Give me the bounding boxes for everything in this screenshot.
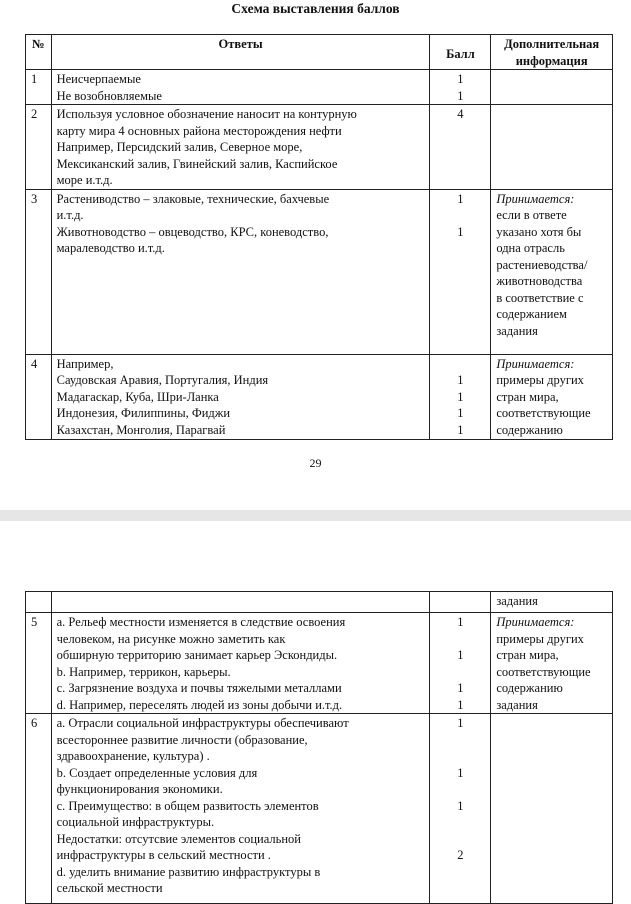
answer-line: Мексиканский залив, Гвинейский залив, Каспийское	[56, 156, 338, 171]
answer-line: и.т.д.	[56, 208, 84, 222]
header-info-line-1: Дополнительная	[504, 37, 600, 51]
cell-number: 3	[26, 189, 52, 354]
answer-line: Не возобновляемые	[56, 88, 162, 103]
score-value: 1	[457, 648, 464, 662]
cell-score	[430, 354, 491, 439]
info-line: содержанием	[496, 307, 567, 321]
info-line: если в ответе	[496, 208, 567, 222]
answer-line: Животноводство – овцеводство, КРС, коневодство,	[56, 224, 329, 239]
page-number: 29	[309, 456, 322, 470]
header-number: №	[26, 35, 52, 70]
table-row	[26, 613, 613, 714]
score-value	[435, 781, 485, 798]
score-value: 1	[457, 422, 464, 437]
answer-line: Например, Персидский залив, Северное море,	[56, 140, 303, 154]
answer-line: Например,	[56, 356, 114, 371]
cell-answer	[51, 592, 430, 613]
answer-line: обширную территорию занимает карьер Эскондиды.	[56, 648, 338, 662]
answer-line: Мадагаскар, Куба, Шри-Ланка	[56, 389, 219, 404]
score-value	[435, 814, 485, 831]
answer-line: море и.т.д.	[56, 173, 113, 187]
score-value: 1	[457, 72, 464, 86]
answer-line: всестороннее развитие личности (образование,	[56, 732, 308, 747]
info-line: Принимается:	[496, 615, 575, 629]
cell-number: 4	[26, 354, 52, 439]
table-row	[26, 105, 613, 190]
header-info-line-2: информация	[515, 53, 588, 68]
info-line: содержанию	[496, 422, 563, 437]
cell-answer	[51, 714, 430, 904]
score-value: 2	[457, 848, 464, 862]
answer-line: Растениводство – злаковые, технические, бахчевые	[56, 191, 330, 206]
info-line: стран мира,	[496, 648, 559, 662]
page-separator	[0, 510, 631, 521]
info-line: задания	[496, 697, 538, 712]
cell-answer	[51, 613, 430, 714]
score-value	[435, 831, 485, 848]
cell-number: 1	[26, 70, 52, 105]
answer-line: c. Преимущество: в общем развитость элементов	[56, 798, 319, 813]
score-value	[435, 356, 485, 373]
cell-score	[430, 714, 491, 904]
header-score: Балл	[430, 35, 491, 70]
answer-line: b. Например, террикон, карьеры.	[56, 664, 231, 679]
answer-line: социальной инфраструктуры.	[56, 815, 215, 829]
info-line: стран мира,	[496, 389, 559, 404]
cell-answer	[51, 105, 430, 190]
answer-line: Казахстан, Монголия, Парагвай	[56, 422, 226, 437]
info-line: Принимается:	[496, 356, 575, 371]
score-value: 1	[457, 224, 464, 239]
answer-line: Саудовская Аравия, Португалия, Индия	[56, 373, 269, 387]
score-value	[435, 207, 485, 224]
cell-number	[26, 592, 52, 613]
answer-line: d. Например, переселять людей из зоны добычи и.т.д.	[56, 697, 343, 712]
score-value	[435, 631, 485, 648]
scoring-table-1	[25, 34, 613, 440]
answer-line: b. Создает определенные условия для	[56, 765, 258, 780]
info-line: Принимается:	[496, 191, 575, 206]
cell-score	[430, 70, 491, 105]
score-value	[435, 732, 485, 749]
score-value: 1	[457, 798, 464, 813]
score-value: 1	[457, 373, 464, 387]
cell-info	[491, 105, 613, 190]
answer-line: Неисчерпаемые	[56, 72, 141, 86]
cell-info	[491, 70, 613, 105]
score-value: 1	[457, 191, 464, 206]
score-value: 1	[457, 389, 464, 404]
info-line: задания	[496, 594, 538, 608]
cell-info	[491, 714, 613, 904]
table-row	[26, 714, 613, 904]
answer-line: Недостатки: отсутсвие элементов социальной	[56, 831, 301, 846]
answer-line: a. Рельеф местности изменяется в следствие освоения	[56, 615, 346, 629]
score-value: 4	[457, 107, 464, 121]
cell-info	[491, 189, 613, 354]
info-line: в соответствие с	[496, 290, 584, 305]
cell-info	[491, 354, 613, 439]
answer-line: человеком, на рисунке можно заметить как	[56, 631, 286, 646]
answer-line: c. Загрязнение воздуха и почвы тяжелыми металлами	[56, 681, 342, 695]
page-2	[0, 521, 631, 895]
cell-info	[491, 592, 613, 613]
table-row	[26, 354, 613, 439]
table-row	[26, 189, 613, 354]
score-value: 1	[457, 88, 464, 103]
table-header-row	[26, 35, 613, 70]
answer-line: d. уделить внимание развитию инфраструктуры в	[56, 864, 321, 879]
info-line: указано хотя бы	[496, 224, 582, 239]
answer-line: сельской местности	[56, 881, 163, 895]
info-line: животноводства	[496, 274, 583, 288]
score-value: 1	[457, 406, 464, 420]
cell-info	[491, 613, 613, 714]
score-value: 1	[457, 716, 464, 730]
info-line: содержанию	[496, 681, 563, 695]
answer-line: Индонезия, Филиппины, Фиджи	[56, 406, 231, 420]
score-value: 1	[457, 765, 464, 780]
cell-answer	[51, 354, 430, 439]
score-value: 1	[457, 681, 464, 695]
cell-score	[430, 613, 491, 714]
cell-number: 2	[26, 105, 52, 190]
answer-line: здравоохранение, культура) .	[56, 749, 210, 763]
cell-number: 6	[26, 714, 52, 904]
info-line: соответствующие	[496, 664, 591, 679]
score-value: 1	[457, 615, 464, 629]
answer-line: маралеводство и.т.д.	[56, 241, 165, 255]
score-value	[435, 664, 485, 681]
cell-score	[430, 189, 491, 354]
cell-score	[430, 592, 491, 613]
info-line: растениеводства/	[496, 257, 588, 272]
info-line: соответствующие	[496, 406, 591, 420]
scoring-table-2	[25, 591, 613, 904]
answer-line: карту мира 4 основных района месторождения нефти	[56, 123, 342, 138]
cell-answer	[51, 189, 430, 354]
answer-line: инфраструктуры в сельский местности .	[56, 848, 271, 862]
answer-line: a. Отрасли социальной инфраструктуры обеспечивают	[56, 716, 349, 730]
cell-answer	[51, 70, 430, 105]
answer-line: функционирования экономики.	[56, 782, 223, 796]
answer-line: Используя условное обозначение наносит на контурную	[56, 107, 357, 121]
header-answers: Ответы	[51, 35, 430, 70]
cell-score	[430, 105, 491, 190]
page-title: Схема выставления баллов	[231, 1, 400, 16]
info-line: примеры других	[496, 631, 584, 646]
table-row	[26, 592, 613, 613]
info-line: задания	[496, 323, 538, 338]
score-value	[435, 748, 485, 765]
score-value: 1	[457, 697, 464, 712]
cell-number: 5	[26, 613, 52, 714]
info-line: примеры других	[496, 373, 584, 387]
header-info	[491, 35, 613, 70]
table-row	[26, 70, 613, 105]
info-line: одна отрасль	[496, 241, 565, 255]
